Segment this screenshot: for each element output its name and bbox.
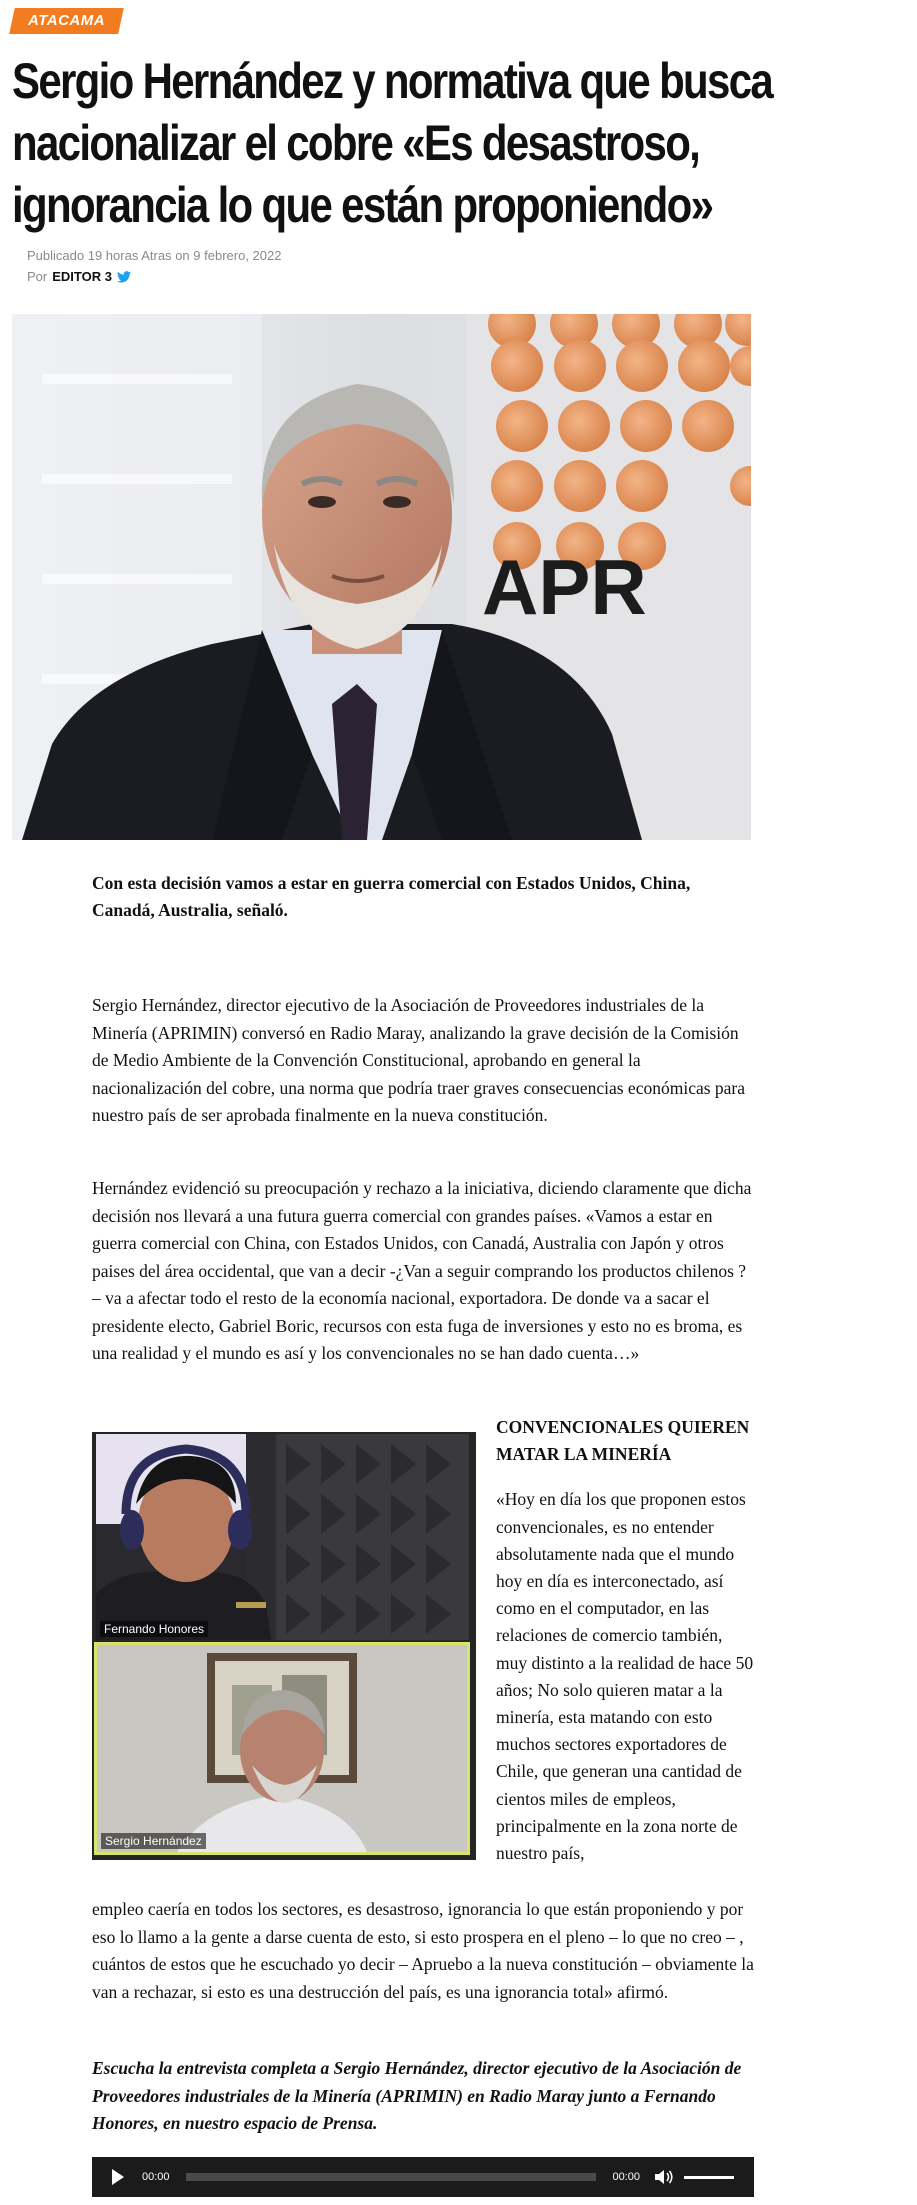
publish-meta [27, 246, 281, 266]
webcam-frame-bottom [97, 1645, 467, 1852]
duration: 00:00 [612, 2171, 640, 2183]
section-subheading: CONVENCIONALES QUIEREN MATAR LA MINERÍA [496, 1417, 750, 1465]
seek-bar[interactable] [186, 2173, 597, 2181]
article-lede: Con esta decisión vamos a estar en guerra comercial con Estados Unidos, China, Canadá, Australia, señaló. [92, 873, 691, 920]
by-prefix: Por [27, 269, 48, 284]
publish-date: 9 febrero, 2022 [193, 248, 282, 263]
side-column [496, 1414, 754, 1867]
paragraph-side-quote: «Hoy en día los que proponen estos convencionales, es no entender absolutamente nada que el mundo hoy en día es interconectado, así como en el computador, en las relaciones de comercio también, muy distinto a la realidad de hace 50 años; No solo quieren matar a la minería, esta matando con esto muchos sectores exportadores de Chile, que generan una cantidad de cientos miles de empleos, principalmente en la zona norte de nuestro país, [496, 1489, 754, 1864]
category-tag[interactable] [9, 8, 124, 34]
byline [27, 267, 131, 287]
volume-slider[interactable] [684, 2176, 734, 2179]
video-tile-sergio [94, 1642, 470, 1855]
video-call-screenshot [92, 1432, 476, 1860]
hero-photo [12, 314, 751, 840]
on-word: on [175, 248, 190, 263]
paragraph-intro: Sergio Hernández, director ejecutivo de la Asociación de Proveedores industriales de la Minería (APRIMIN) conversó en Radio Maray, analizando la grave decisión de la Comisión de Medio Ambiente de la Convención Constitucional, aprobando en general la nacionalización del cobre, una norma que podría traer graves consecuencias económicas para nuestro país de ser aprobada finalmente en la nueva constitución. [92, 995, 746, 1125]
participant-name-top: Fernando Honores [100, 1621, 208, 1637]
author-link[interactable]: EDITOR 3 [52, 269, 112, 284]
participant-name-bottom: Sergio Hernández [101, 1833, 206, 1849]
hero-logo-text: APR [482, 543, 647, 631]
webcam-frame-top [96, 1434, 469, 1640]
video-tile-fernando [96, 1434, 469, 1640]
category-label[interactable]: ATACAMA [28, 12, 106, 29]
portrait-illustration [12, 314, 751, 840]
closing-note: Escucha la entrevista completa a Sergio Hernández, director ejecutivo de la Asociación de Proveedores industriales de la Minería (APRIMIN) en Radio Maray junto a Fernando Honores, en nuestro espacio de Prensa. [92, 2058, 742, 2133]
published-prefix: Publicado [27, 248, 85, 263]
paragraph-quote: Hernández evidenció su preocupación y rechazo a la iniciativa, diciendo claramente que dicha decisión nos llevará a una futura guerra comercial con grandes países. «Vamos a estar en guerra comercial con China, con Estados Unidos, con Canadá, Australia con Japón y otros paises del área occidental, que van a decir -¿Van a seguir comprando los productos chilenos ? – va a afectar todo el resto de la economía nacional, exportadora. De donde va a sacar el presidente electo, Gabriel Boric, recursos con esta fuga de inversiones y esto no es broma, es una realidad y el mundo es así y los convencionales no se han dado cuenta…» [92, 1178, 752, 1363]
audio-player [92, 2157, 754, 2197]
current-time: 00:00 [142, 2171, 170, 2183]
paragraph-continued: empleo caería en todos los sectores, es desastroso, ignorancia lo que están proponiendo y por eso lo llamo a la gente a darse cuenta de esto, si esto prospera en el pleno – lo que no creo – , cuántos de estos que he escuchado yo decir – Apruebo a la nueva constitución – obviamente la van a rechazar, si esto es una destrucción del país, es una ignorancia total» afirmó. [92, 1899, 754, 2002]
play-icon[interactable] [112, 2169, 124, 2185]
volume-icon[interactable] [654, 2169, 674, 2185]
article-headline: Sergio Hernández y normativa que busca nacionalizar el cobre «Es desastroso, ignorancia lo que están proponiendo» [12, 53, 773, 233]
relative-time: 19 horas Atras [87, 248, 172, 263]
twitter-bird-icon[interactable] [117, 271, 131, 283]
